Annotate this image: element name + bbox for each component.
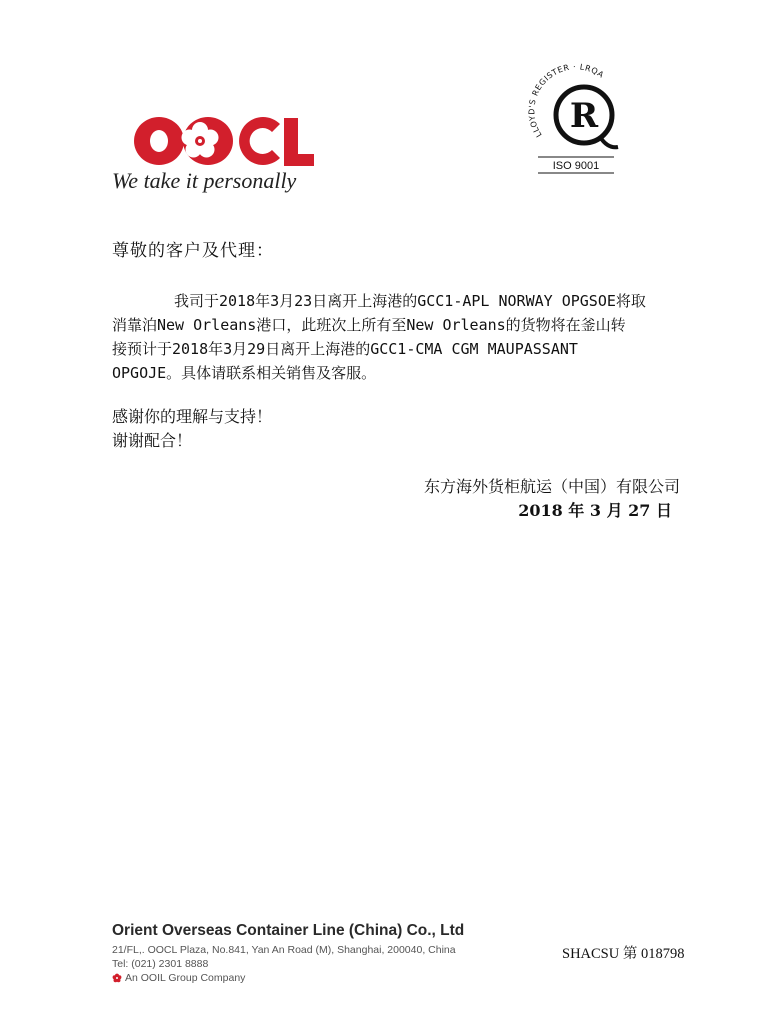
footer-address: 21/FL,. OOCL Plaza, No.841, Yan An Road (M), Shanghai, 200040, China	[112, 944, 456, 956]
small-blossom-icon	[112, 973, 122, 983]
thanks-line: 感谢你的理解与支持！	[112, 407, 273, 426]
thanks-line: 谢谢配合！	[112, 431, 193, 450]
logo-tagline: We take it personally	[112, 168, 297, 193]
signature-date: 2018 年 3 月 27 日	[518, 501, 672, 520]
salutation: 尊敬的客户及代理：	[112, 241, 274, 261]
body-line: OPGOJE。具体请联系相关销售及客服。	[112, 364, 377, 382]
footer-letterhead	[112, 922, 502, 985]
seal-ring-text: LLOYD'S REGISTER · LRQA	[527, 62, 606, 139]
lrqa-iso-seal	[522, 57, 630, 177]
seal-iso-label: ISO 9001	[552, 160, 600, 172]
body-line: 消靠泊New Orleans港口，此班次上所有至New Orleans的货物将在釜山转	[112, 316, 626, 334]
body-line: 接预计于2018年3月29日离开上海港的GCC1-CMA CGM MAUPASSANT	[112, 340, 578, 358]
footer-group-line	[112, 971, 502, 985]
lrqa-seal-graphic	[522, 57, 630, 177]
document-number: SHACSU 第 018798	[562, 946, 685, 962]
footer-tel: Tel: (021) 2301 8888	[112, 958, 209, 970]
signature-company: 东方海外货柜航运（中国）有限公司	[423, 477, 680, 496]
footer-group-label: An OOIL Group Company	[125, 972, 246, 984]
plum-blossom-icon	[175, 116, 225, 166]
oocl-logo	[112, 110, 326, 194]
footer-company-name: Orient Overseas Container Line (China) Co., Ltd	[112, 922, 465, 939]
seal-letter: R	[569, 96, 599, 136]
body-line: 我司于2018年3月23日离开上海港的GCC1-APL NORWAY OPGSOE将取	[174, 292, 646, 310]
